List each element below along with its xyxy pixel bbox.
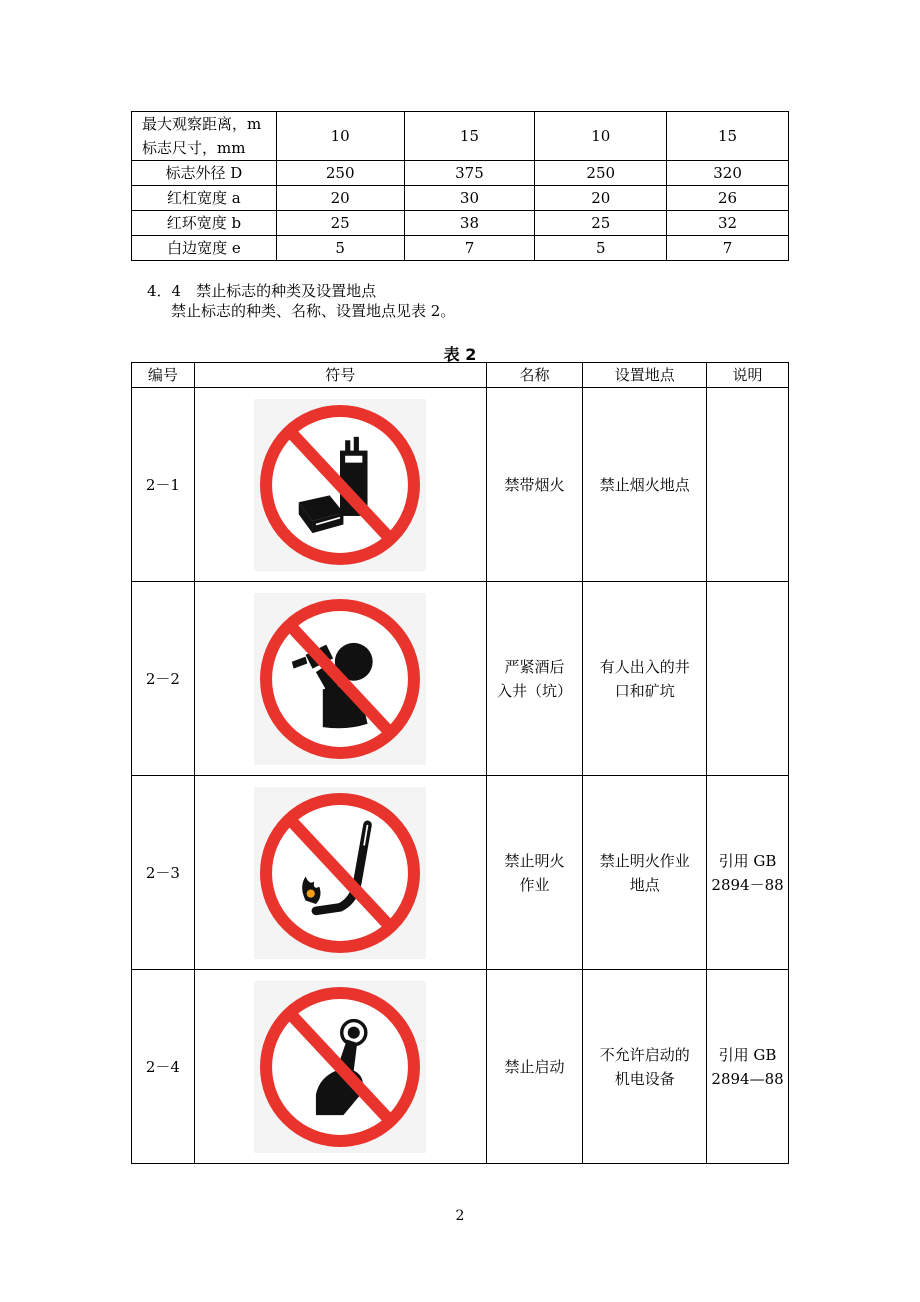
cell: 250: [276, 161, 404, 186]
table-row: [132, 112, 789, 161]
sign-symbol-cell: [194, 388, 486, 582]
sign-id: 2－4: [132, 970, 195, 1164]
cell: 25: [535, 211, 667, 236]
sign-name: 禁止明火 作业: [486, 776, 583, 970]
cell: 10: [276, 112, 404, 161]
cell: 250: [535, 161, 667, 186]
section-heading: 4．4 禁止标志的种类及设置地点: [147, 282, 377, 300]
table-row: [132, 236, 789, 261]
cell: 320: [667, 161, 789, 186]
row-label: 白边宽度 e: [132, 236, 277, 261]
cell: 5: [535, 236, 667, 261]
no-start-icon: [254, 981, 426, 1153]
cell: 5: [276, 236, 404, 261]
cell: 7: [667, 236, 789, 261]
cell: 10: [535, 112, 667, 161]
sign-note: [707, 582, 789, 776]
sign-symbol-cell: [194, 970, 486, 1164]
table-header-row: [132, 363, 789, 388]
sign-id: 2－3: [132, 776, 195, 970]
cell: 25: [276, 211, 404, 236]
row-label: 红杠宽度 a: [132, 186, 277, 211]
column-header: 设置地点: [583, 363, 707, 388]
table-caption: 表 2: [443, 345, 477, 364]
table-row: [132, 582, 789, 776]
sign-name: 严紧酒后 入井（坑）: [486, 582, 583, 776]
sign-note: [707, 388, 789, 582]
column-header: 说明: [707, 363, 789, 388]
sign-symbol-cell: [194, 776, 486, 970]
table-row: [132, 970, 789, 1164]
cell: 30: [404, 186, 535, 211]
no-drinking-icon: [254, 593, 426, 765]
table-row: [132, 776, 789, 970]
cell: 15: [667, 112, 789, 161]
sign-name: 禁止启动: [486, 970, 583, 1164]
sign-symbol-cell: [194, 582, 486, 776]
cell: 7: [404, 236, 535, 261]
sign-location: 不允许启动的 机电设备: [583, 970, 707, 1164]
row-label: 标志外径 D: [132, 161, 277, 186]
sign-note: 引用 GB 2894－88: [707, 776, 789, 970]
page-number: 2: [455, 1208, 465, 1224]
sign-id: 2－2: [132, 582, 195, 776]
cell: 375: [404, 161, 535, 186]
table-row: [132, 388, 789, 582]
column-header: 编号: [132, 363, 195, 388]
table-row: [132, 161, 789, 186]
sign-name: 禁带烟火: [486, 388, 583, 582]
column-header: 名称: [486, 363, 583, 388]
prohibition-sign-table: [131, 362, 789, 1164]
cell: 26: [667, 186, 789, 211]
section-paragraph: 禁止标志的种类、名称、设置地点见表 2。: [171, 302, 456, 320]
cell: 38: [404, 211, 535, 236]
sign-location: 禁止明火作业 地点: [583, 776, 707, 970]
dimension-table: [131, 111, 789, 261]
row-label: 红环宽度 b: [132, 211, 277, 236]
cell: 15: [404, 112, 535, 161]
table-row: [132, 211, 789, 236]
row-label: 最大观察距离，m 标志尺寸，mm: [132, 112, 277, 161]
sign-location: 禁止烟火地点: [583, 388, 707, 582]
column-header: 符号: [194, 363, 486, 388]
cell: 32: [667, 211, 789, 236]
cell: 20: [276, 186, 404, 211]
table-row: [132, 186, 789, 211]
cell: 20: [535, 186, 667, 211]
no-smoking-materials-icon: [254, 399, 426, 571]
sign-location: 有人出入的井 口和矿坑: [583, 582, 707, 776]
no-open-flame-icon: [254, 787, 426, 959]
sign-note: 引用 GB 2894—88: [707, 970, 789, 1164]
sign-id: 2－1: [132, 388, 195, 582]
